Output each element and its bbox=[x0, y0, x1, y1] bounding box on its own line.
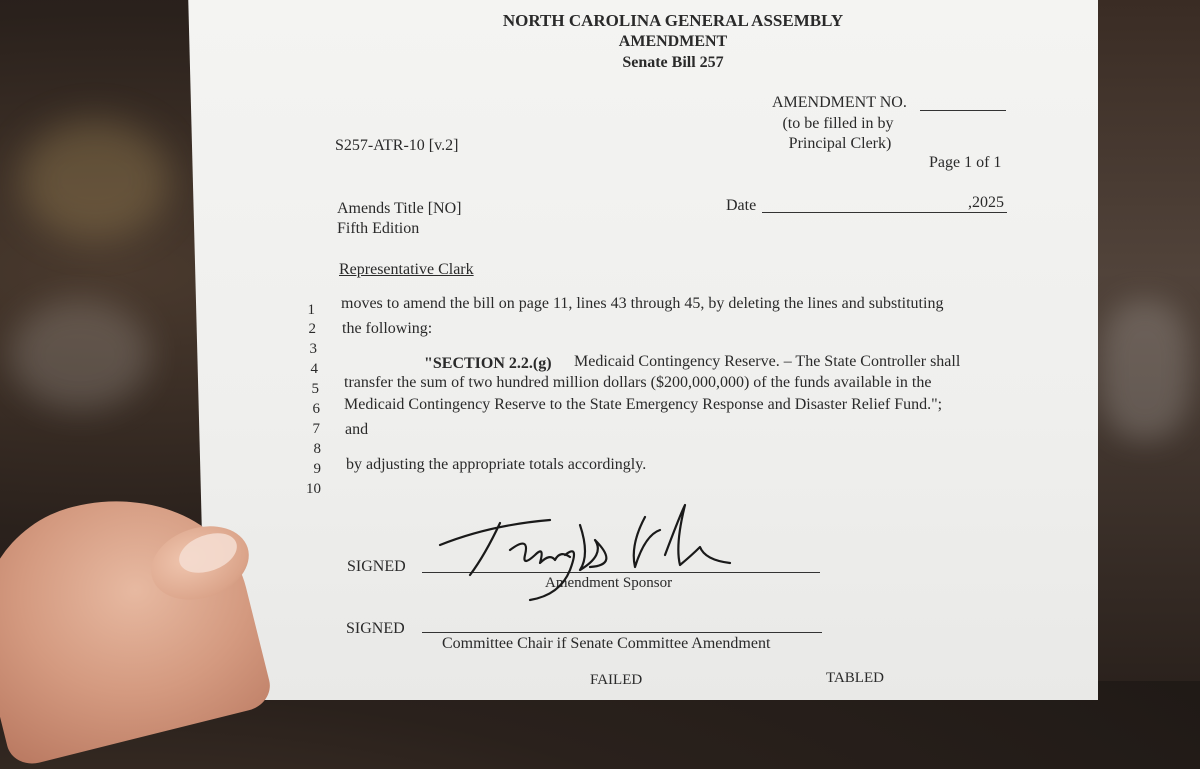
line-number: 10 bbox=[306, 481, 321, 497]
date-label: Date bbox=[726, 197, 757, 214]
clerk-note-1: (to be filled in by bbox=[782, 115, 894, 132]
failed-label: FAILED bbox=[590, 672, 643, 688]
line-text: the following: bbox=[342, 320, 433, 337]
background-blur bbox=[10, 300, 150, 410]
line-number: 1 bbox=[307, 302, 315, 318]
chair-caption: Committee Chair if Senate Committee Amendment bbox=[442, 635, 771, 652]
line-number: 9 bbox=[313, 461, 321, 477]
line-text: moves to amend the bill on page 11, lines 43 through 45, by deleting the lines and substituting bbox=[341, 295, 944, 312]
line-text: by adjusting the appropriate totals accordingly. bbox=[346, 456, 647, 473]
bill-number: Senate Bill 257 bbox=[622, 54, 724, 71]
line-text: transfer the sum of two hundred million dollars ($200,000,000) of the funds available in the bbox=[344, 374, 932, 391]
background-blur bbox=[1100, 300, 1190, 440]
line-text: Medicaid Contingency Reserve. – The State Controller shall bbox=[574, 353, 961, 370]
line-number: 3 bbox=[309, 341, 317, 357]
sponsor-caption: Amendment Sponsor bbox=[545, 575, 673, 591]
line-number: 5 bbox=[311, 381, 319, 397]
section-heading: "SECTION 2.2.(g) bbox=[424, 355, 552, 372]
line-text: and bbox=[345, 421, 369, 438]
amendment-number-blank bbox=[920, 110, 1006, 111]
line-number: 7 bbox=[312, 421, 320, 437]
line-number: 2 bbox=[308, 321, 316, 337]
signed-label: SIGNED bbox=[346, 620, 405, 637]
line-number: 4 bbox=[310, 361, 318, 377]
amendment-code: S257-ATR-10 [v.2] bbox=[335, 137, 459, 154]
signed-label: SIGNED bbox=[347, 558, 406, 575]
handwritten-signature bbox=[430, 495, 760, 615]
page-indicator: Page 1 of 1 bbox=[929, 154, 1002, 171]
background-blur bbox=[20, 120, 170, 240]
chair-signature-line bbox=[422, 632, 822, 633]
date-blank bbox=[762, 212, 1007, 213]
amendment-number-label: AMENDMENT NO. bbox=[772, 94, 907, 111]
edition: Fifth Edition bbox=[337, 220, 420, 237]
tabled-label: TABLED bbox=[826, 670, 884, 686]
assembly-title: NORTH CAROLINA GENERAL ASSEMBLY bbox=[502, 11, 844, 30]
date-year: ,2025 bbox=[968, 194, 1004, 211]
clerk-note-2: Principal Clerk) bbox=[788, 135, 892, 152]
document-type: AMENDMENT bbox=[618, 33, 728, 50]
line-number: 6 bbox=[312, 401, 320, 417]
amends-title: Amends Title [NO] bbox=[337, 200, 462, 217]
line-number: 8 bbox=[313, 441, 321, 457]
sponsor-name: Representative Clark bbox=[339, 261, 474, 278]
line-text: Medicaid Contingency Reserve to the State Emergency Response and Disaster Relief Fund."; bbox=[344, 396, 943, 413]
